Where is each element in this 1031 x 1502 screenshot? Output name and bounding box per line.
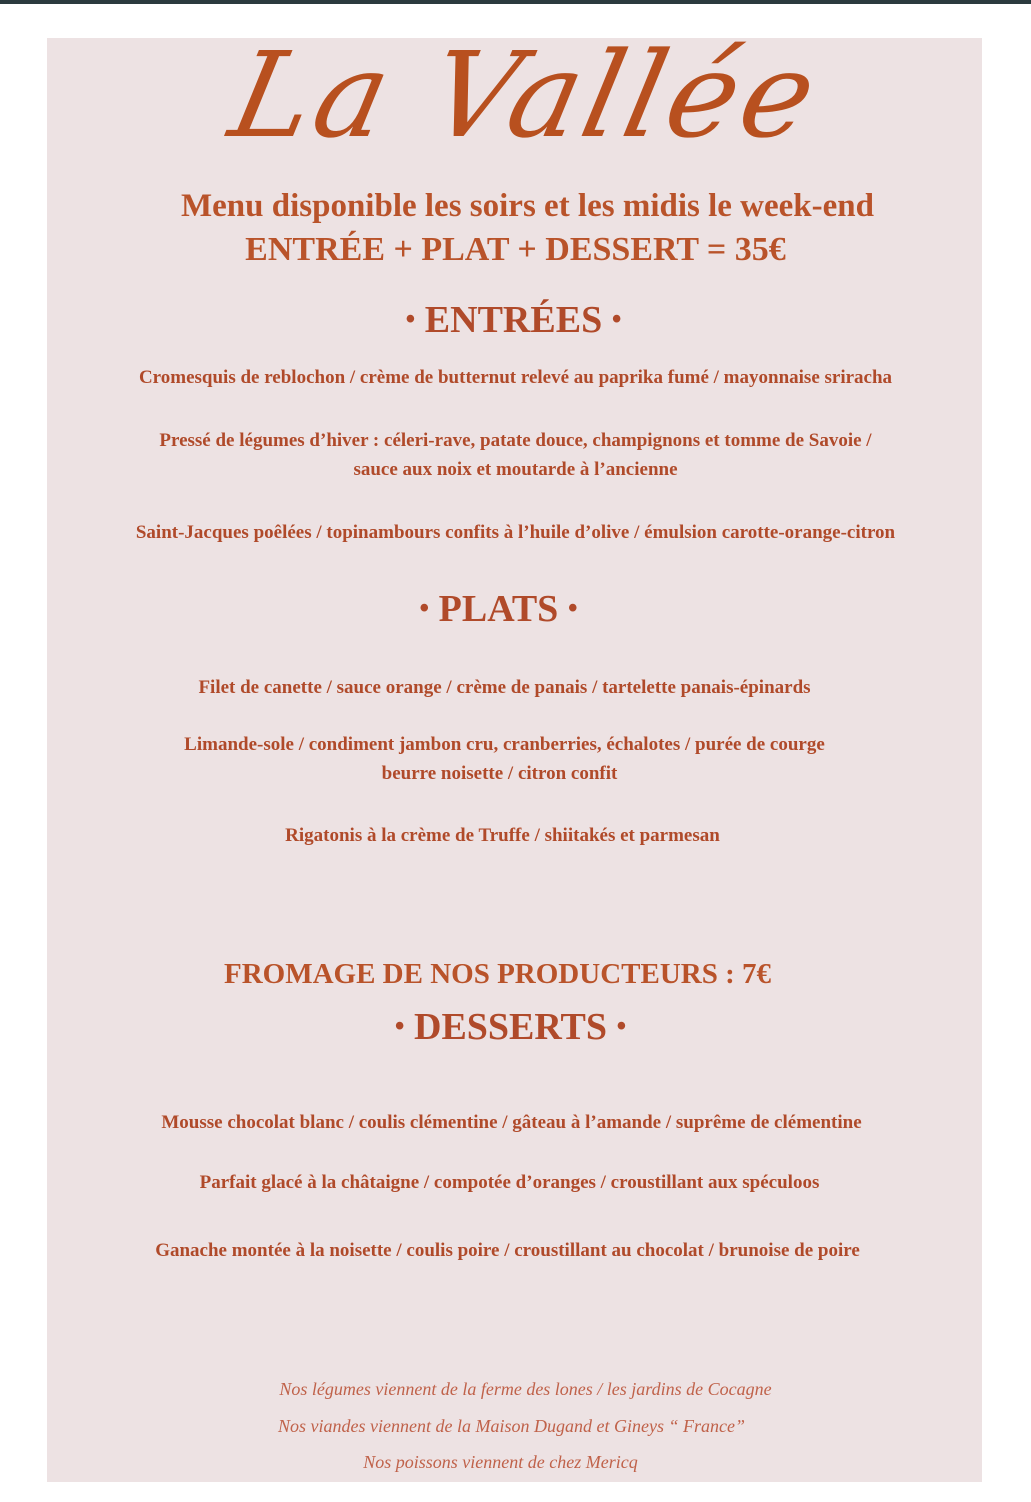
- bullet-left: •: [394, 1011, 405, 1042]
- cheese-supplement: FROMAGE DE NOS PRODUCTEURS : 7€: [224, 958, 771, 990]
- section-heading-entrees: [0, 298, 1029, 342]
- menu-item-plat-1: Filet de canette / sauce orange / crème de panais / tartelette panais-épinards: [198, 677, 811, 698]
- menu-item-plat-2-continued: beurre noisette / citron confit: [381, 763, 618, 784]
- menu-item-dessert-1: Mousse chocolat blanc / coulis clémentine / gâteau à l’amande / suprême de clémentine: [161, 1112, 862, 1133]
- menu-item-dessert-2: Parfait glacé à la châtaigne / compotée d’oranges / croustillant aux spéculoos: [199, 1172, 820, 1193]
- menu-item-entree-1: Cromesquis de reblochon / crème de butternut relevé au paprika fumé / mayonnaise sriracha: [138, 367, 893, 388]
- menu-item-plat-2: Limande-sole / condiment jambon cru, cranberries, échalotes / purée de courge: [184, 734, 825, 755]
- menu-item-entree-3: Saint-Jacques poêlées / topinambours confits à l’huile d’olive / émulsion carotte-orange-citron: [135, 522, 896, 543]
- menu-formula-price: ENTRÉE + PLAT + DESSERT = 35€: [245, 231, 786, 268]
- top-border: [0, 0, 1031, 4]
- menu-item-plat-3: Rigatonis à la crème de Truffe / shiitakés et parmesan: [285, 825, 720, 846]
- sourcing-note-fish: Nos poissons viennent de chez Mericq: [363, 1452, 638, 1472]
- restaurant-title: La Vallée: [219, 26, 832, 164]
- bullet-right: •: [611, 304, 622, 335]
- sourcing-note-vegetables: Nos légumes viennent de la ferme des lones / les jardins de Cocagne: [279, 1379, 772, 1399]
- menu-item-entree-2: Pressé de légumes d’hiver : céleri-rave, patate douce, champignons et tomme de Savoie /: [159, 430, 872, 451]
- section-heading-plats: [0, 587, 1014, 631]
- section-title: ENTRÉES: [424, 299, 603, 341]
- section-title: PLATS: [438, 588, 559, 630]
- menu-availability: Menu disponible les soirs et les midis le week-end: [180, 188, 875, 224]
- bullet-right: •: [567, 593, 578, 624]
- bullet-left: •: [405, 304, 416, 335]
- menu-item-entree-2-continued: sauce aux noix et moutarde à l’ancienne: [353, 459, 678, 480]
- bullet-right: •: [616, 1011, 627, 1042]
- section-title: DESSERTS: [414, 1006, 607, 1048]
- menu-item-dessert-3: Ganache montée à la noisette / coulis poire / croustillant au chocolat / brunoise de poire: [155, 1240, 860, 1261]
- sourcing-note-meats: Nos viandes viennent de la Maison Dugand et Gineys “ France”: [278, 1416, 745, 1436]
- section-heading-desserts: [0, 1005, 1026, 1049]
- bullet-left: •: [419, 593, 430, 624]
